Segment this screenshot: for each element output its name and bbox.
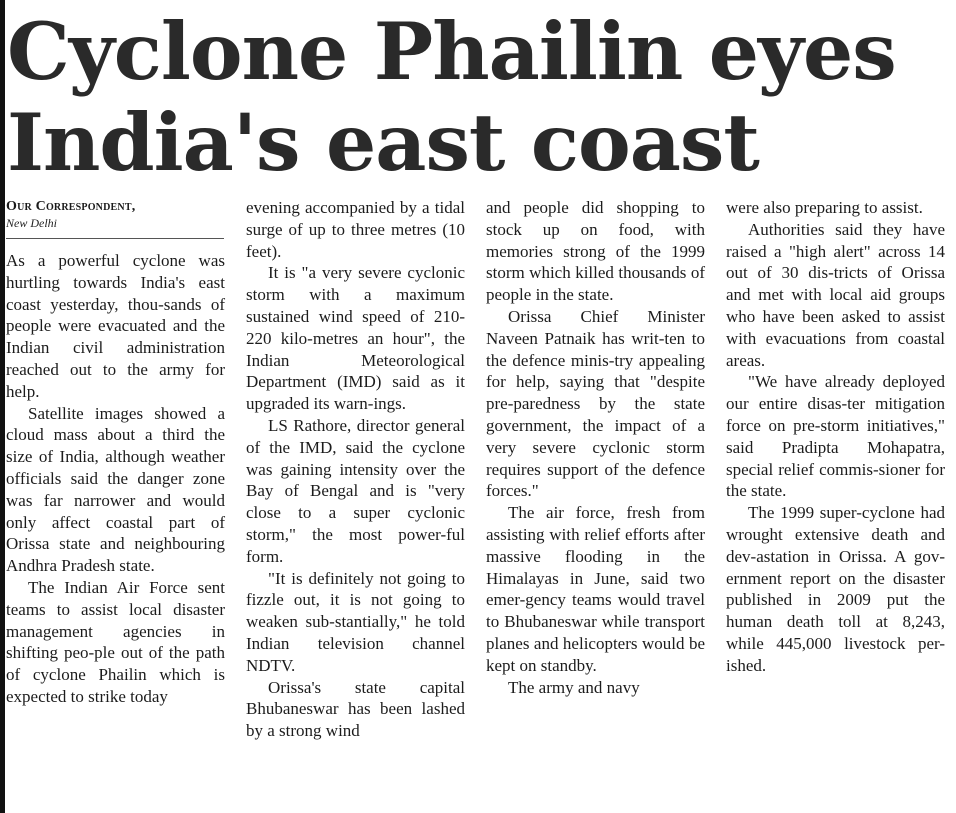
- paragraph: The 1999 super-cyclone had wrought extensive death and dev-astation in Orissa. A gov-ernment report on the disaster published in 2009 put the human death toll at 8,243, while 445,000 livestock per-ished.: [726, 503, 945, 675]
- paragraph: The Indian Air Force sent teams to assist local disaster management agencies in shifting peo-ple out of the path of cyclone Phailin which is expected to strike today: [6, 577, 225, 706]
- paragraph-continued: were also preparing to assist.: [726, 198, 923, 217]
- byline-author: Our Correspondent,: [6, 199, 136, 214]
- left-column-rule: [0, 0, 5, 813]
- headline: [7, 6, 937, 188]
- paragraph: "We have already deployed our entire disas-ter mitigation force on pre-storm initiatives," said Pradipta Mohapatra, special relief commis-sioner for the state.: [726, 372, 945, 501]
- paragraph-continued: and people did shopping to stock up on food, with memories strong of the 1999 storm which killed thousands of people in the state.: [486, 198, 705, 305]
- paragraph: Authorities said they have raised a "high alert" across 14 out of 30 dis-tricts of Orissa and met with local aid groups who have been asked to assist with evacuations from coastal areas.: [726, 219, 945, 370]
- byline-divider: [6, 238, 224, 239]
- paragraph: Orissa Chief Minister Naveen Patnaik has writ-ten to the defence minis-try appealing for help, saying that "despite pre-paredness by the state government, the impact of a very severe cyclonic storm requires support of the defence forces.": [486, 306, 705, 501]
- paragraph: The air force, fresh from assisting with relief efforts after massive flooding in the Himalayas in June, said two emer-gency teams would travel to Bhubaneswar while transport planes and helicopters would be kept on standby.: [486, 503, 705, 675]
- headline-line-2: India's east coast: [7, 96, 759, 189]
- paragraph: Orissa's state capital Bhubaneswar has been lashed by a strong wind: [246, 677, 465, 741]
- paragraph: "It is definitely not going to fizzle out, it is not going to weaken sub-stantially," he told Indian television channel NDTV.: [246, 568, 465, 675]
- byline-dateline: New Delhi: [6, 216, 57, 230]
- headline-line-1: Cyclone Phailin eyes: [7, 5, 896, 98]
- article-column-2: [246, 197, 465, 742]
- paragraph-continued: evening accompanied by a tidal surge of up to three metres (10 feet).: [246, 198, 465, 261]
- paragraph: It is "a very severe cyclonic storm with a maximum sustained wind speed of 210-220 kilo-metres an hour", the Indian Meteorological Department (IMD) said as it upgraded its warn-ings.: [246, 263, 465, 414]
- paragraph: The army and navy: [508, 677, 640, 697]
- article-column-1: [6, 250, 225, 708]
- article-column-3: [486, 197, 705, 698]
- paragraph: As a powerful cyclone was hurtling towards India's east coast yesterday, thou-sands of people were evacuated and the Indian civil administration reached out to the army for help.: [6, 251, 225, 401]
- byline-block: [6, 198, 224, 231]
- paragraph: Satellite images showed a cloud mass about a third the size of India, although weather officials said the danger zone was far narrower and would only affect coastal part of Orissa state and neighbouring Andhra Pradesh state.: [6, 403, 225, 576]
- article-column-4: [726, 197, 945, 677]
- paragraph: LS Rathore, director general of the IMD, said the cyclone was gaining intensity over the Bay of Bengal and is "very close to a super cyclonic storm," the most power-ful form.: [246, 415, 465, 566]
